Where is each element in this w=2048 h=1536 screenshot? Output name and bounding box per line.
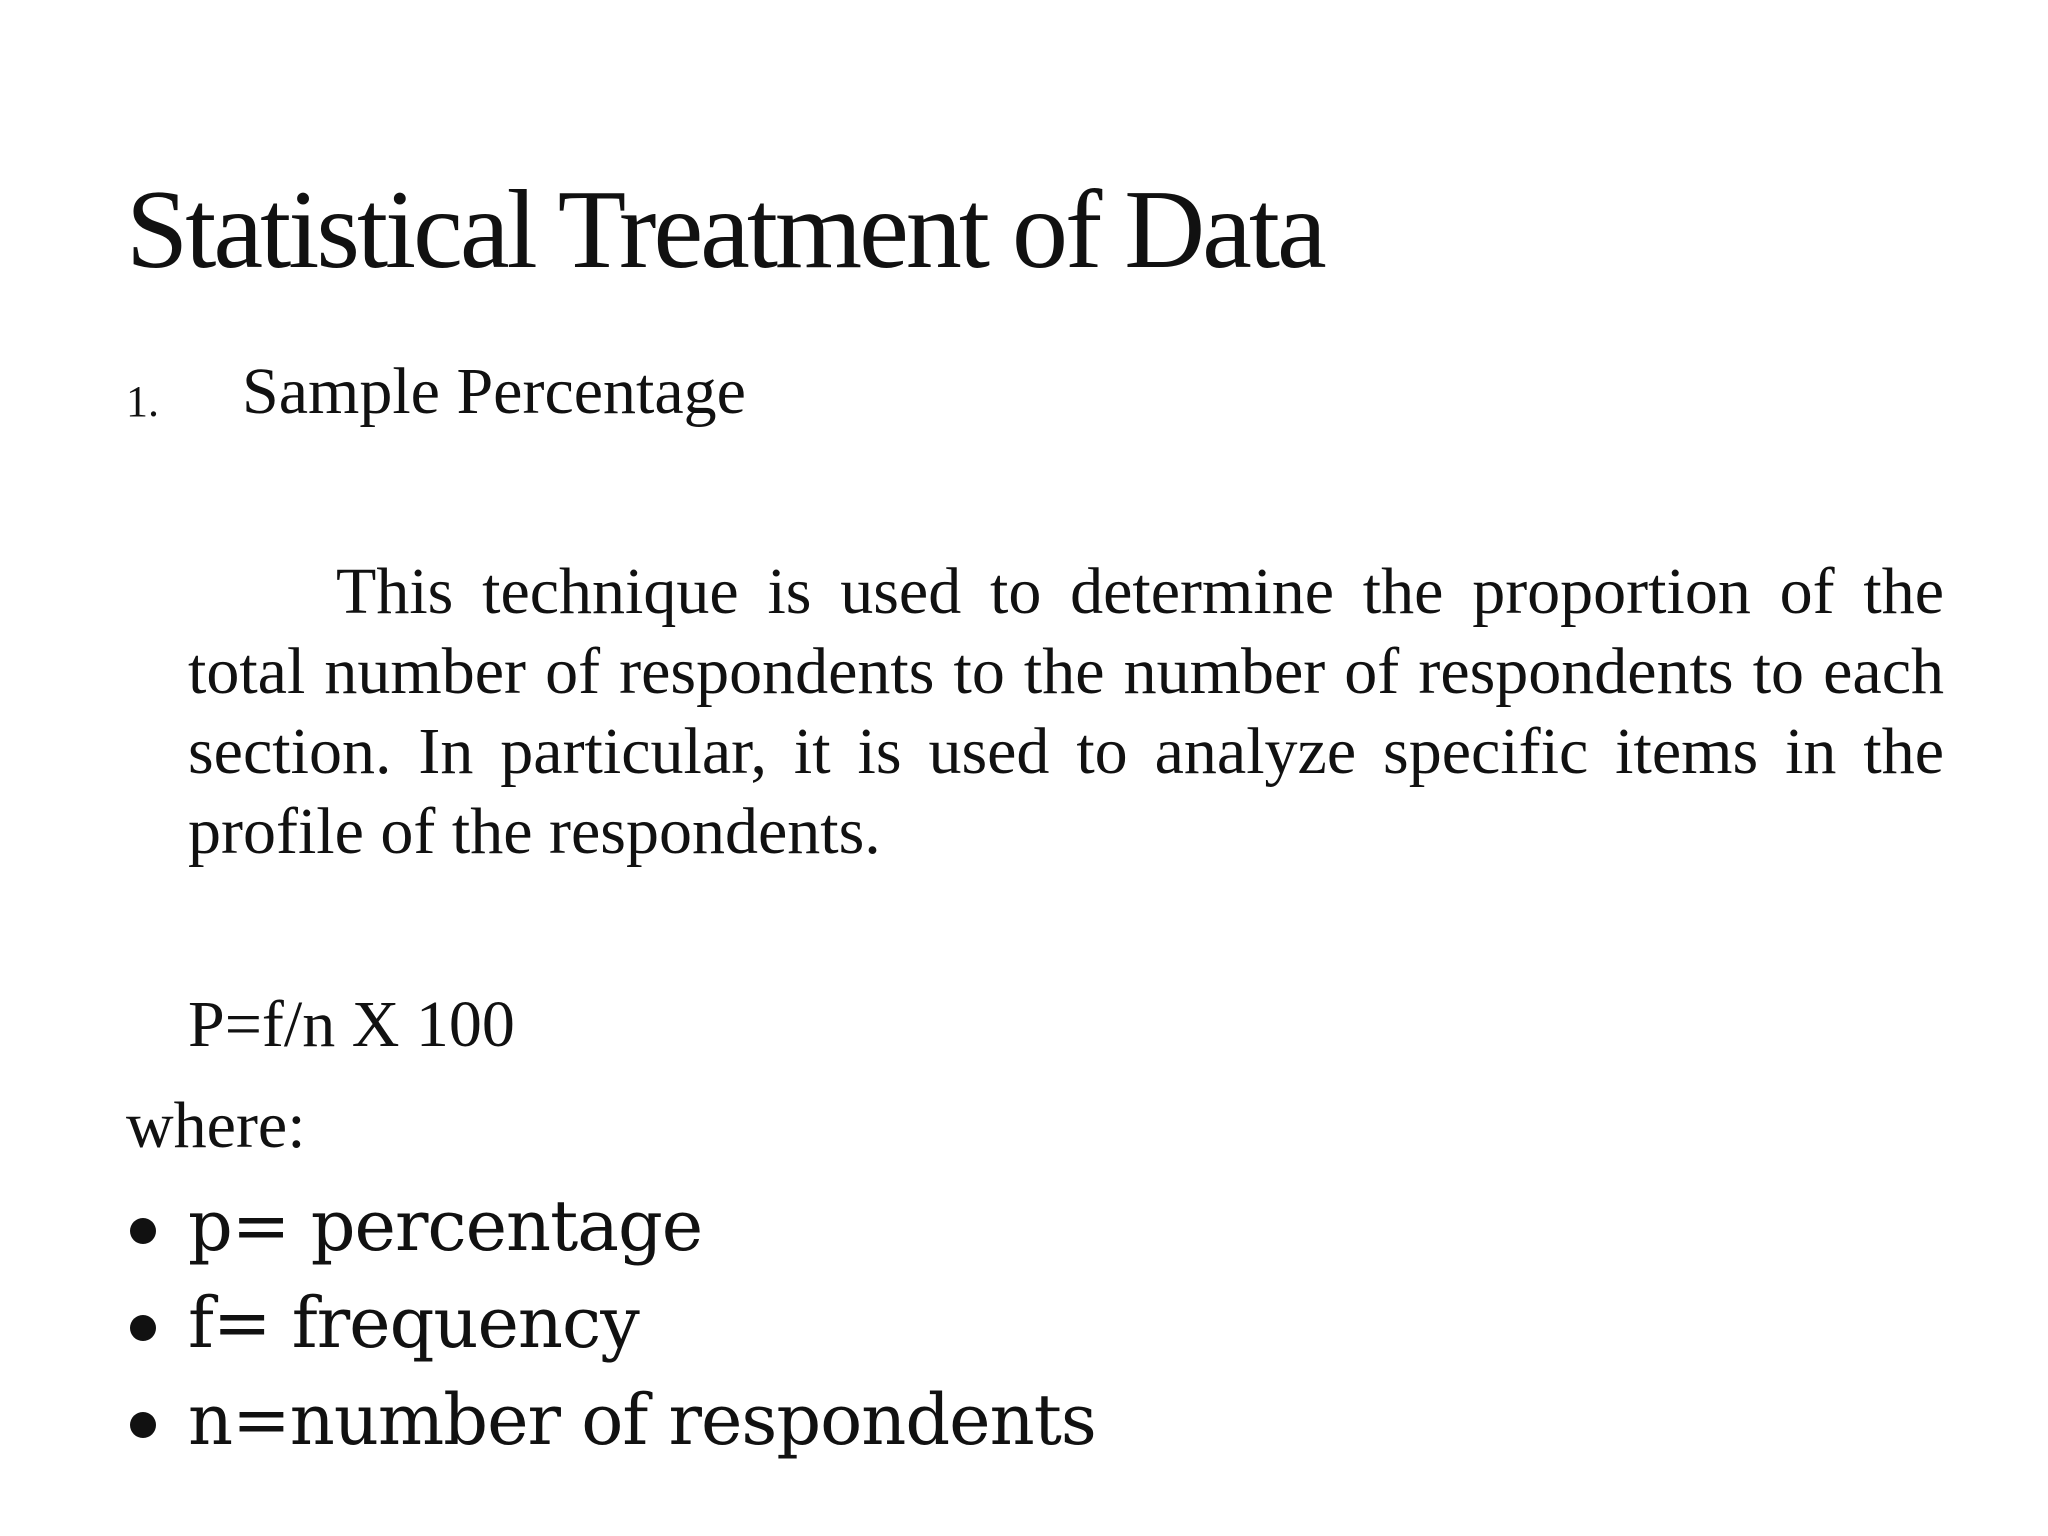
list-item-text: n=number of respondents	[188, 1379, 1096, 1461]
list-item-text: p= percentage	[188, 1185, 703, 1267]
item-label: Sample Percentage	[242, 355, 746, 428]
formula: P=f/n X 100	[188, 988, 515, 1061]
description-paragraph: This technique is used to determine the proportion of the total number of respondents to the number of respondents to each section. In particular, it is used to analyze specific items in the profile of the respondents.	[188, 555, 1944, 868]
bullet-dot-icon	[130, 1412, 156, 1438]
where-label: where:	[126, 1089, 306, 1162]
list-item-text: f= frequency	[188, 1282, 639, 1364]
bullet-dot-icon	[130, 1315, 156, 1341]
slide-title: Statistical Treatment of Data	[126, 168, 1324, 292]
bullet-dot-icon	[130, 1218, 156, 1244]
item-number: 1.	[126, 377, 159, 426]
